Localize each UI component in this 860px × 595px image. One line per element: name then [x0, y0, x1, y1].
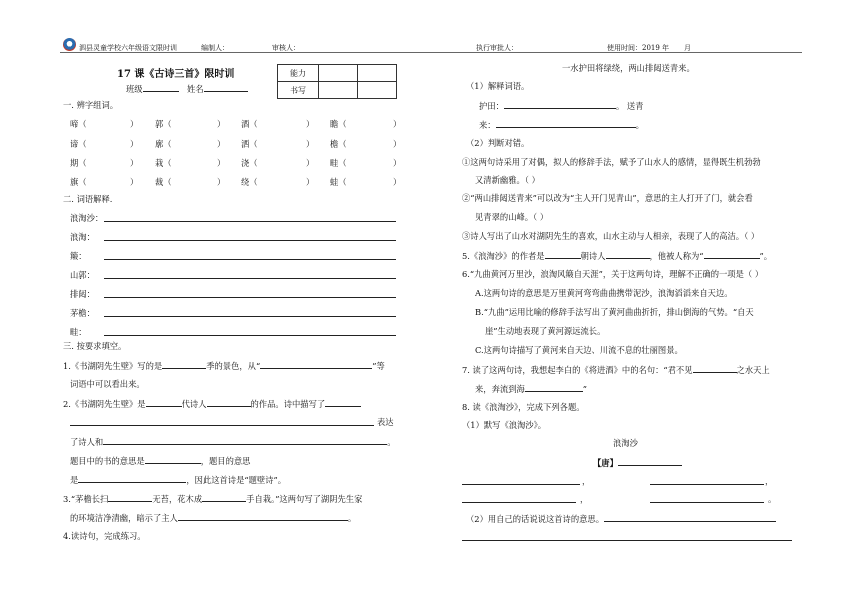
class-label: 班级 [126, 84, 143, 94]
header-rule [60, 52, 802, 53]
poem-blank-4 [650, 502, 764, 503]
name-label: 姓名 [187, 84, 204, 94]
char-item: 蛙（ [330, 177, 347, 187]
char-item: 檐（ [330, 139, 347, 149]
r-q7-b: 之水天上 [736, 365, 770, 375]
q1-line1 [63, 359, 385, 372]
char-paren-close: ） [306, 177, 315, 187]
q3-blank-1 [108, 492, 152, 502]
q2-blank-title-meaning [78, 473, 186, 483]
r-lai-blank [496, 118, 636, 128]
char-item: 酒（ [241, 119, 258, 129]
poem-blank-3 [462, 502, 576, 503]
r-q8: 8. 读《浪淘沙》，完成下列各题。 [462, 402, 585, 412]
q2-text-i: 是 [70, 475, 79, 485]
char-item: 畦（ [330, 158, 347, 168]
section2-heading: 二. 词语解释. [63, 194, 113, 204]
poem-comma-3: ， [580, 494, 589, 504]
term-answer-line [104, 335, 396, 336]
r-q5-blank-3 [704, 249, 760, 259]
r-lai-end: 。 [635, 120, 644, 130]
q1-text-c: ”等 [372, 361, 385, 371]
char-item: 谛（ [70, 139, 87, 149]
q2-text-j: ，因此这首诗是“题壁诗”。 [186, 475, 287, 485]
ability-table [277, 64, 397, 99]
q2-line4 [70, 454, 250, 467]
char-paren-close: ） [130, 158, 139, 168]
r-q7-blank-2 [525, 382, 583, 392]
q2-text-b: 代诗人 [181, 399, 207, 409]
char-paren-close: ） [217, 177, 226, 187]
term-label: 山郭： [70, 270, 95, 280]
poem-blank-2 [650, 484, 764, 485]
r-poem-title: 浪淘沙 [613, 438, 638, 448]
writing-cell-1 [319, 82, 358, 99]
ability-cell-2 [358, 65, 397, 82]
r-q5-a: 5.《浪淘沙》的作者是 [462, 251, 545, 261]
q3-text-a: 3.“茅檐长扫 [63, 494, 109, 504]
section1-heading: 一. 辨字组词。 [63, 100, 119, 110]
q2-blank-meaning [145, 454, 201, 464]
r-j1b: 又清新幽雅。（ ） [475, 175, 540, 185]
ability-cell-1 [319, 65, 358, 82]
writing-cell-2 [358, 82, 397, 99]
r-poem-dynasty [593, 456, 682, 469]
term-answer-line [104, 297, 396, 298]
char-paren-close: ） [217, 119, 226, 129]
char-paren-close: ） [393, 139, 402, 149]
writing-label: 书写 [278, 82, 319, 99]
r-p1: （1）解释词语。 [466, 81, 530, 91]
school-logo [63, 38, 76, 51]
q1-line2: 词语中可以看出来。 [70, 379, 145, 389]
char-item: 绕（ [241, 177, 258, 187]
r-q6: 6.“九曲黄河万里沙，浪淘风簸自天涯”，关于这两句诗，理解不正确的一项是（ ） [462, 269, 764, 279]
r-q7-a: 7. 读了这两句诗，我想起李白的《将进酒》中的名句：“君不见 [462, 365, 693, 375]
r-lai-label: 来： [479, 120, 496, 130]
q2-blank-dynasty [146, 397, 182, 407]
r-q8-2: （2）用自己的话说说这首诗的意思。 [466, 514, 605, 524]
term-answer-line [104, 259, 396, 260]
char-paren-close: ） [306, 158, 315, 168]
q1-text-a: 1.《书湖阴先生壁》写的是 [63, 361, 163, 371]
term-label: 茅檐： [70, 308, 95, 318]
r-q5-blank-1 [545, 249, 581, 259]
q3-line2 [70, 511, 356, 524]
r-q6-b1: B.“九曲”运用比喻的修辞手法写出了黄河曲曲折折，排山倒海的气势。“自天 [475, 307, 754, 317]
r-q7-line2 [475, 382, 587, 395]
header-month: 月 [684, 44, 691, 52]
q3-line1 [63, 492, 362, 505]
r-q7-c: 来，奔流到海 [475, 384, 525, 394]
r-hutian-blank [504, 99, 616, 109]
header-editor: 编制人： [201, 44, 229, 52]
char-paren-close: ） [130, 139, 139, 149]
term-label: 畦： [70, 327, 87, 337]
char-paren-close: ） [393, 177, 402, 187]
char-paren-close: ） [393, 158, 402, 168]
char-paren-close: ） [130, 119, 139, 129]
name-blank [204, 82, 248, 92]
r-poem-dynasty-label: 【唐】 [593, 458, 618, 468]
r-q5-c: ，他被人称为“ [649, 251, 704, 261]
r-poem-author-blank [618, 456, 682, 466]
term-label: 排闼： [70, 289, 95, 299]
header-approver: 执行审批人： [476, 44, 518, 52]
header-use-time: 使用时间：2019 年 [607, 44, 670, 52]
term-answer-line [104, 278, 396, 279]
term-answer-line [104, 221, 396, 222]
char-paren-close: ） [217, 139, 226, 149]
class-blank [143, 82, 179, 92]
ability-label: 能力 [278, 65, 319, 82]
char-item: 廓（ [155, 139, 172, 149]
q2-blank-content [325, 397, 361, 407]
q2-text-f: 。 [387, 437, 396, 447]
r-hutian [479, 99, 643, 112]
char-paren-close: ） [130, 177, 139, 187]
q3-text-b: 无苔，花木成 [152, 494, 203, 504]
char-item: 期（ [70, 158, 87, 168]
r-q6-a: A.这两句诗的意思是万里黄河弯弯曲曲携带泥沙，浪淘滔滔来自天边。 [475, 288, 733, 298]
r-lai [479, 118, 644, 131]
q3-blank-3 [178, 511, 348, 521]
q2-line1 [63, 397, 361, 410]
q4-heading: 4.读诗句，完成练习。 [63, 531, 146, 541]
char-paren-close: ） [306, 139, 315, 149]
r-q6-b2: 崖”生动地表现了黄河源远流长。 [485, 326, 606, 336]
r-j2a: ②“两山排闼送青来”可以改为“主人开门见青山”，意思的主人打开了门，就会看 [462, 193, 753, 203]
q2-blank-poet [207, 397, 251, 407]
q2-line5 [70, 473, 286, 486]
char-item: 洒（ [241, 139, 258, 149]
q2-text-h: ，题目的意思 [200, 456, 251, 466]
q2-text-a: 2.《书湖阴先生壁》是 [63, 399, 146, 409]
r-songqing-label: 。 送青 [615, 101, 644, 111]
r-p2: （2）判断对错。 [466, 138, 530, 148]
char-item: 郭（ [155, 119, 172, 129]
char-item: 浇（ [241, 158, 258, 168]
section3-heading: 三. 按要求填空。 [63, 341, 127, 351]
poem-line: 一水护田将绿绕，两山排闼送青来。 [562, 63, 695, 73]
page-title: 17 课《古诗三首》限时训 [117, 69, 235, 80]
r-q8-2-line [466, 512, 776, 525]
term-label: 浪淘沙： [70, 213, 104, 223]
poem-comma-2: ， [765, 476, 774, 486]
header-reviewer: 审核人： [272, 44, 300, 52]
q2-blank-feeling [103, 435, 387, 445]
term-label: 簸： [70, 251, 87, 261]
q1-blank-season [162, 359, 206, 369]
q2-answer-line [70, 425, 374, 426]
r-q8-2-blank [604, 512, 776, 522]
char-paren-close: ） [393, 119, 402, 129]
char-item: 裁（ [155, 177, 172, 187]
q2-text-c: 的作品。诗中描写了 [250, 399, 326, 409]
char-item: 栽（ [155, 158, 172, 168]
char-item: 啼（ [70, 119, 87, 129]
q3-blank-2 [202, 492, 246, 502]
q2-express: 表达 [377, 417, 394, 427]
char-paren-close: ） [217, 158, 226, 168]
header-school: 泗县灵童学校六年级语文限时训 [79, 44, 177, 52]
char-item: 瞻（ [330, 119, 347, 129]
r-q5-blank-2 [606, 249, 650, 259]
q2-text-e: 了诗人和 [70, 437, 104, 447]
term-answer-line [104, 240, 396, 241]
char-paren-close: ） [306, 119, 315, 129]
class-field [126, 82, 179, 95]
r-j2b: 见青翠的山峰。（ ） [475, 212, 549, 222]
r-q5 [462, 249, 772, 262]
poem-period: 。 [768, 494, 777, 504]
r-q5-b: 朝诗人 [580, 251, 606, 261]
r-j1a: ①这两句诗采用了对偶，拟人的修辞手法，赋予了山水人的感情，显得既生机勃勃 [462, 157, 761, 167]
r-q7-d: ” [582, 384, 588, 394]
name-field [187, 82, 248, 95]
q3-text-c: 手自栽。”这两句写了湖阴先生家 [246, 494, 363, 504]
q2-text-g: 题目中的书的意思是 [70, 456, 145, 466]
r-hutian-label: 护田： [479, 101, 504, 111]
term-label: 浪淘： [70, 232, 95, 242]
q3-text-e: 。 [347, 513, 357, 523]
r-q8-2-line2 [462, 540, 792, 541]
char-item: 旗（ [70, 177, 87, 187]
r-q8-1: （1）默写《浪淘沙》。 [462, 420, 547, 430]
r-q7-blank-1 [693, 363, 737, 373]
poem-comma-1: ， [582, 476, 591, 486]
q1-blank-words [260, 359, 372, 369]
q2-line3 [70, 435, 396, 448]
poem-blank-1 [462, 484, 580, 485]
q1-text-b: 季的景色，从“ [206, 361, 261, 371]
r-q6-c: C.这两句诗描写了黄河来自天边、川流不息的壮丽图景。 [475, 345, 683, 355]
r-q7-line1 [462, 363, 770, 376]
r-q5-d: ”。 [759, 251, 773, 261]
r-j3: ③诗人写出了山水对湖阴先生的喜欢，山水主动与人相亲，表现了人的高洁。（ ） [462, 231, 760, 241]
q3-text-d: 的环境洁净清幽，暗示了主人 [70, 513, 178, 523]
term-answer-line [104, 316, 396, 317]
